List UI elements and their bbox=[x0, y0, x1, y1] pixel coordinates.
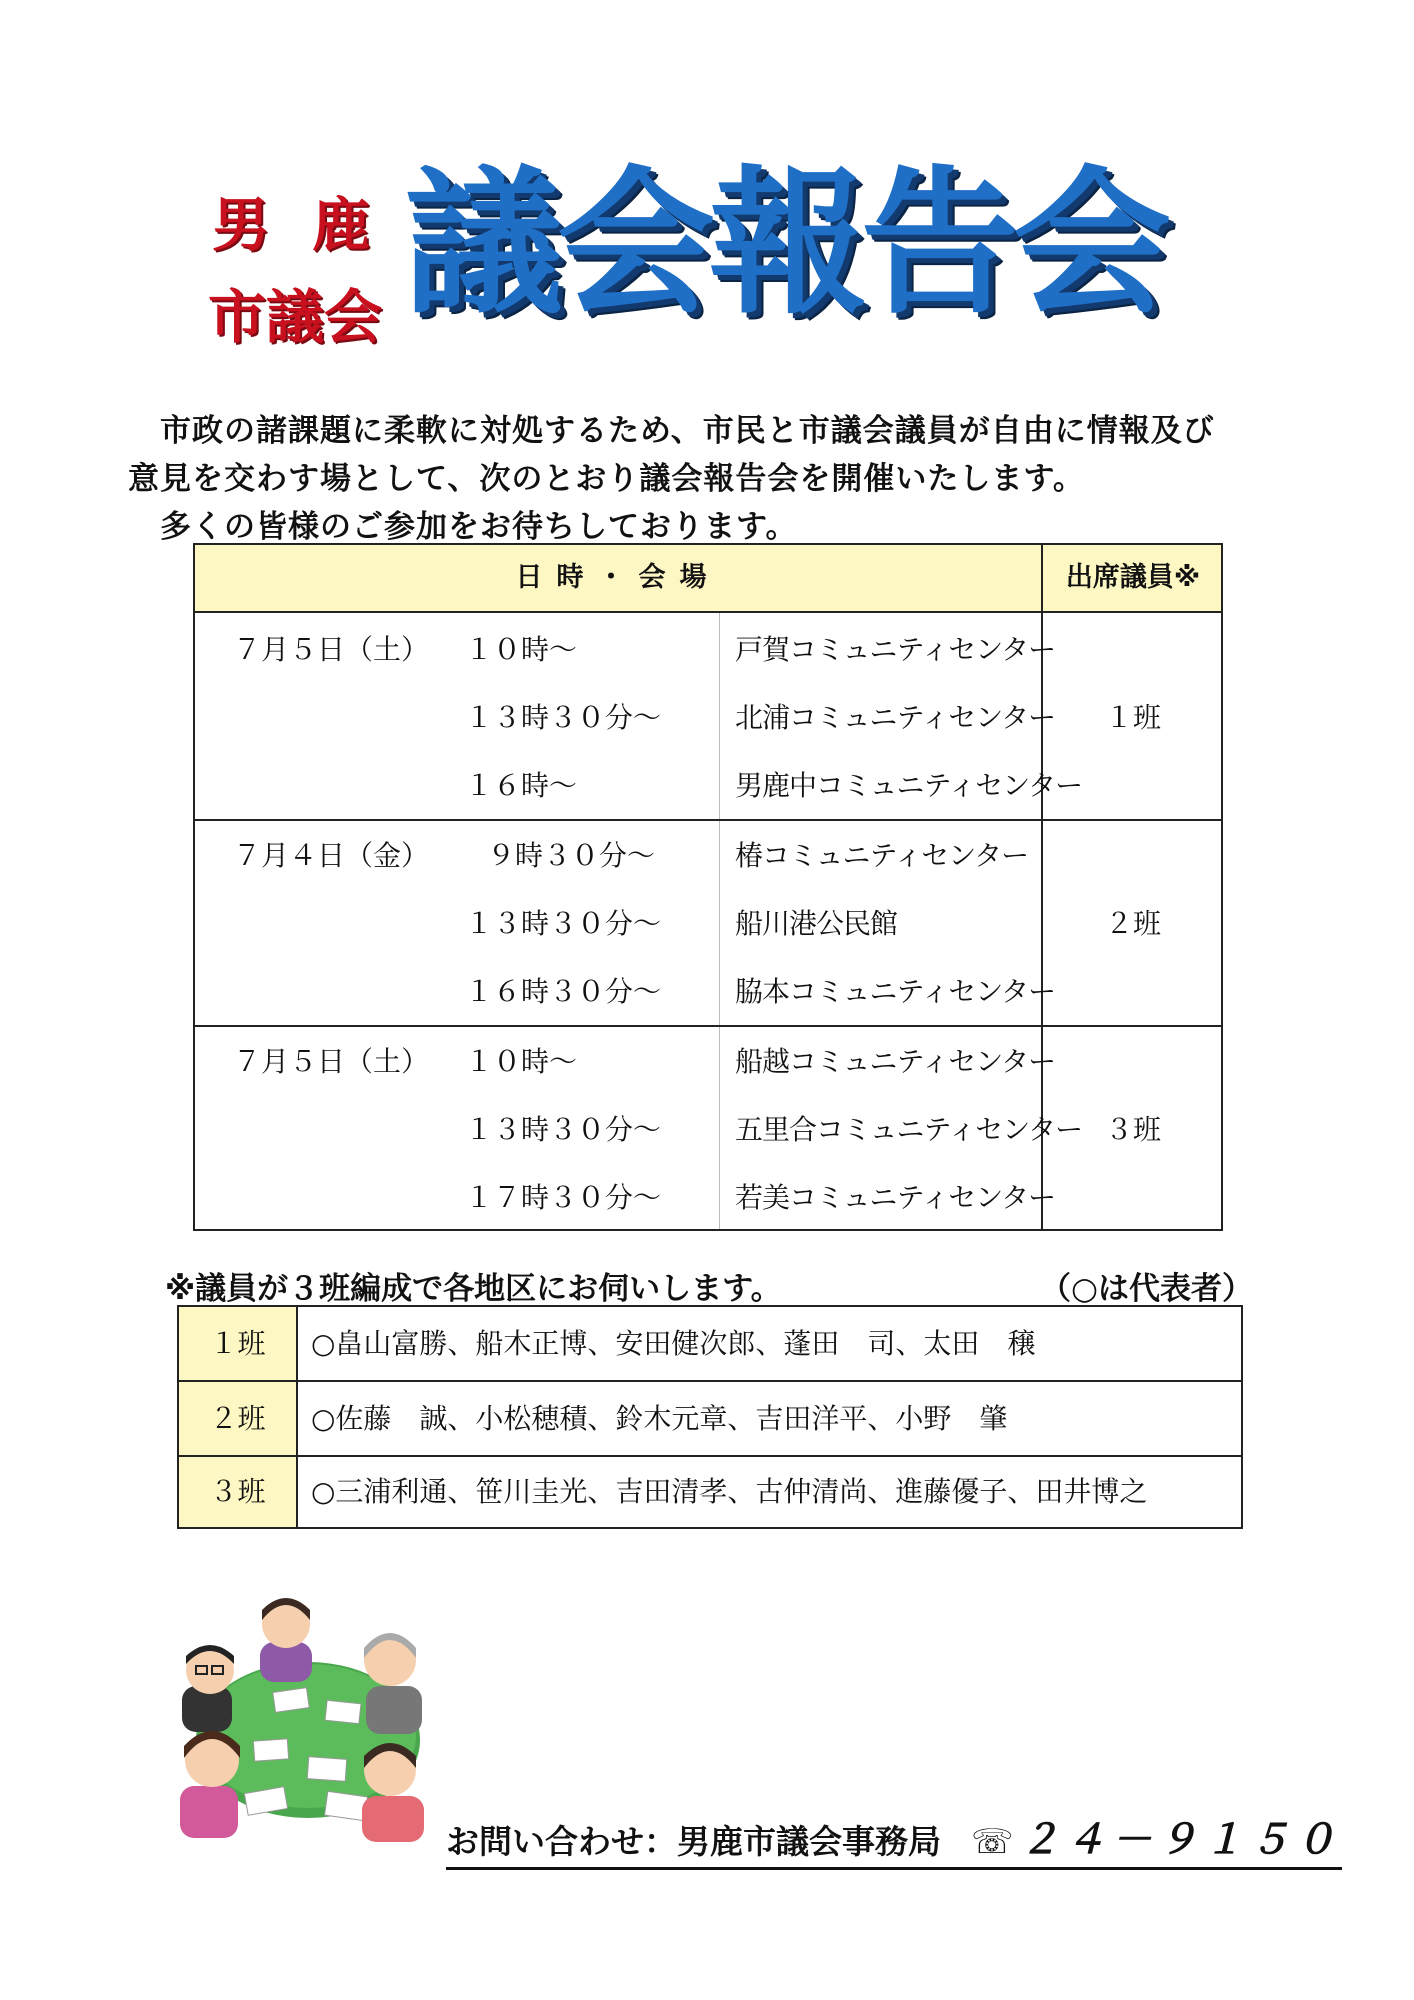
intro-line-2: 意見を交わす場として、次のとおり議会報告会を開催いたします。 bbox=[128, 461, 1085, 497]
members-team-label: １班 bbox=[179, 1307, 298, 1380]
schedule-time: １７時３０分～ bbox=[465, 1181, 662, 1214]
meeting-illustration bbox=[176, 1590, 436, 1850]
paper-icon bbox=[273, 1688, 309, 1713]
schedule-time: １３時３０分～ bbox=[465, 907, 662, 940]
schedule-subcolumn-divider bbox=[719, 613, 720, 1229]
phone-icon: ☏ bbox=[971, 1822, 1014, 1862]
schedule-time: １３時３０分～ bbox=[465, 1113, 662, 1146]
schedule-date: ７月４日（金） bbox=[233, 839, 430, 872]
schedule-venue: 北浦コミュニティセンター bbox=[735, 701, 1056, 734]
schedule-team: １班 bbox=[1104, 701, 1161, 734]
schedule-team: ３班 bbox=[1104, 1113, 1161, 1146]
schedule-header-row bbox=[195, 545, 1221, 613]
intro-line-1: 市政の諸課題に柔軟に対処するため、市民と市議会議員が自由に情報及び bbox=[160, 413, 1215, 449]
members-team-label: ２班 bbox=[179, 1382, 298, 1455]
intro-line-3: 多くの皆様のご参加をお待ちしております。 bbox=[160, 509, 798, 545]
org-name-line-2: 市議会 bbox=[208, 283, 383, 351]
schedule-venue: 男鹿中コミュニティセンター bbox=[735, 769, 1083, 802]
members-names: ○畠山富勝、船木正博、安田健次郎、蓬田 司、太田 穣 bbox=[311, 1327, 1036, 1360]
team-note: ※議員が３班編成で各地区にお伺いします。 bbox=[165, 1271, 782, 1307]
schedule-venue: 戸賀コミュニティセンター bbox=[735, 633, 1056, 666]
schedule-date: ７月５日（土） bbox=[233, 633, 430, 666]
schedule-time: １０時～ bbox=[465, 633, 578, 666]
schedule-venue: 脇本コミュニティセンター bbox=[735, 975, 1056, 1008]
contact-info bbox=[446, 1808, 1342, 1870]
schedule-venue: 船川港公民館 bbox=[735, 907, 898, 940]
schedule-table bbox=[193, 543, 1223, 1231]
paper-icon bbox=[325, 1791, 368, 1820]
schedule-group-divider bbox=[195, 1025, 1221, 1027]
paper-icon bbox=[325, 1700, 361, 1723]
members-team-label: ３班 bbox=[179, 1457, 298, 1527]
schedule-team: ２班 bbox=[1104, 907, 1161, 940]
schedule-venue: 若美コミュニティセンター bbox=[735, 1181, 1056, 1214]
schedule-time: １６時３０分～ bbox=[465, 975, 662, 1008]
person-icon bbox=[260, 1598, 312, 1682]
schedule-time: １３時３０分～ bbox=[465, 701, 662, 734]
schedule-header-attendees: 出席議員※ bbox=[1065, 562, 1201, 593]
members-row bbox=[179, 1457, 1241, 1527]
members-row bbox=[179, 1307, 1241, 1380]
schedule-header-datetime-venue: 日時・会場 bbox=[515, 562, 721, 593]
schedule-venue: 椿コミュニティセンター bbox=[735, 839, 1029, 872]
paper-icon bbox=[307, 1757, 346, 1782]
schedule-group-divider bbox=[195, 819, 1221, 821]
schedule-time: １６時～ bbox=[465, 769, 578, 802]
members-names: ○三浦利通、笹川圭光、吉田清孝、古仲清尚、進藤優子、田井博之 bbox=[311, 1475, 1148, 1508]
contact-phone: ２４－９１５０ bbox=[1019, 1817, 1342, 1863]
representative-legend: （○は代表者） bbox=[1040, 1271, 1254, 1307]
paper-icon bbox=[253, 1739, 288, 1761]
schedule-time: ９時３０分～ bbox=[487, 839, 656, 872]
members-row bbox=[179, 1382, 1241, 1455]
contact-label: お問い合わせ：男鹿市議会事務局 bbox=[446, 1822, 941, 1861]
schedule-venue: 五里合コミュニティセンター bbox=[735, 1113, 1083, 1146]
schedule-date: ７月５日（土） bbox=[233, 1045, 430, 1078]
schedule-venue: 船越コミュニティセンター bbox=[735, 1045, 1056, 1078]
schedule-time: １０時～ bbox=[465, 1045, 578, 1078]
members-table bbox=[177, 1305, 1243, 1529]
org-name-line-1: 男鹿 bbox=[212, 191, 413, 259]
page-title: 議会報告会 bbox=[405, 152, 1165, 336]
members-names: ○佐藤 誠、小松穂積、鈴木元章、吉田洋平、小野 肇 bbox=[311, 1402, 1008, 1435]
